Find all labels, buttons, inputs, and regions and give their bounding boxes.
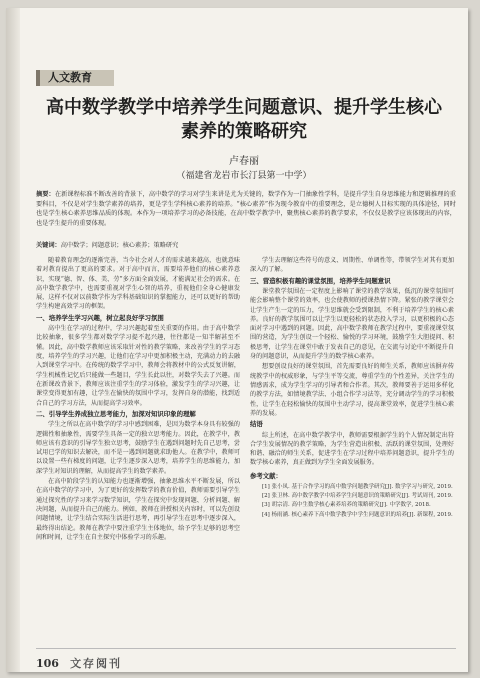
page-footer (36, 652, 123, 670)
body-paragraph: 学生之所以在高中数学的学习中感到困难，是因为数学本身具有较强的逻辑性和抽象性，需要学生具备一定的独立思考能力。因此，在教学中，教师应该有意识的引导学生独立思考，鼓励学生在遇到问题时先自己思考，尝试用已学的知识去解决，而不是一遇到问题就求助他人。在教学中，教师可以设置一些有梯度的问题，让学生逐步深入思考，培养学生的思维能力，加深学生对知识的理解，从而提高学生的数学素养。 (36, 421, 240, 475)
abstract-text: 在新课程标准不断改善的背景下，高中数学的学习对学生来讲是尤为关键的，数学作为一门抽象性学科，是提升学生自身思维能力和逻辑推理的重要科目，不仅是对学生数学素养的培养，更是学生学科核心素养的培养。“核心素养”作为现今教育中的重要理念，是立德树人目标实现的具体途径，同时也是学生核心素养思维品质的体现。本作为一项培养学习的必备技能，在高中数学教学中，聚焦核心素养的教学要求，不仅仅是教学应该体现出的内容，也是学生提升的重要体现。 (36, 191, 456, 227)
journal-page (6, 8, 468, 672)
body-paragraph: 随着教育理念的逐渐完善，当今社会对人才的需求越来越高，也就意味着对教育提出了更高的要求。对于高中而言，需要培养他们的核心素养意识，实现“德、智、体、美、劳”多方面全面发展，才能满足社会的需求。在高中数学教学中，也需要重视对学生心智的培养，重视他们全身心健康发展，这样不仅对以前数学作为学科基础知识的掌握能力，还可以更好的帮助学生构建高效学习的框架。 (36, 257, 240, 311)
body-paragraph: 课堂教学氛围在一定程度上影响了课堂的教学效果，低沉的课堂氛围可能会影响整个课堂的效率，也会使教师的授课热情下降。紧张的教学课堂会让学生产生一定的压力，学生思维就会受到限制，不利于培养学生的核心素养。良好的教学氛围可以让学生以更轻松的状态投入学习，以更积极的心态面对学习中遇到的问题。因此，高中数学教师在教学过程中，要重视课堂氛围的营造，为学生创设一个轻松、愉悦的学习环境，鼓励学生大胆提问、积极思考，让学生在课堂中敢于发表自己的意见，在交流与讨论中不断提升自身的问题意识，从而提升学生的数学核心素养。 (250, 288, 454, 361)
body-paragraph: 高中生在学习的过程中，学习兴趣起着至关重要的作用。由于高中数学比较抽象，很多学生都对数学学习提不起兴趣，往往都是一知半解甚至不懂。因此，高中数学教师应该采取针对性的教学策略，来改善学生的学习态度，培养学生的学习兴趣，让他们在学习中更加积极主动，充满动力的去融入到课堂学习中。在传统的数学学习中，教师会将教材中的公式反复讲解，学生机械性记忆后只能做一些题目，学生长此以往，对数学失去了兴趣。而在新课改背景下，教师应该注重学生的学习体验，激发学生的学习兴趣，让课堂变得更加有趣，让学生在愉快的氛围中学习，发挥自身的潜能，找到适合自己的学习方法，从而提高学习效率。 (36, 325, 240, 407)
page-number: 106 (36, 657, 59, 670)
author-name: 卢春丽 (229, 156, 259, 167)
footer-rule (36, 648, 456, 649)
keywords-text: 高中数学；问题意识；核心素养；策略研究 (60, 242, 179, 249)
body-paragraph: 学生去理解这些符号的意义、周期性、单调性等，带领学生对其有更加深入的了解。 (250, 257, 454, 274)
section-tag: 人文教育 (36, 70, 114, 86)
section-heading: 二、引导学生养成独立思考能力，加深对知识印象的理解 (36, 409, 196, 418)
abstract (36, 190, 456, 228)
title-line-1: 高中数学教学中培养学生问题意识、提升学生核心 (46, 97, 442, 118)
section-heading: 结语 (250, 420, 263, 429)
references-heading: 参考文献： (250, 471, 282, 480)
section-heading: 三、营造积极有趣的课堂氛围，培养学生问题意识 (250, 276, 391, 285)
author-affiliation: （福建省龙岩市长汀县第一中学） (176, 171, 312, 181)
left-column (36, 256, 240, 543)
body-paragraph: 在高中阶段学生的认知能力也逐渐增强，抽象思维水平不断发展，所以在高中数学的学习中，为了更好的发挥数学的教育价值，教师需要引导学生通过探究性的学习来学习数学知识，学生在探究中发现问题、分析问题、解决问题，从而提升自己的能力。例如，教师在讲授相关内容时，可以先创设问题情境，让学生结合实际生活进行思考，再引导学生在思考中逐步深入，最终得出结论。教师在教学中要注重学生主体地位，给予学生足够的思考空间和时间，让学生在自主探究中体验学习的乐趣。 (36, 478, 240, 541)
body-paragraph: 综上所述，在高中数学教学中，教师需要根据学生的个人情况制定出符合学生发展情况的教学策略，为学生营造出积极、活跃的课堂氛围，处理好和谐、融洽的师生关系，促进学生在学习过程中培养问题意识，提升学生的数学核心素养，真正做到为学生全面发展服务。 (250, 431, 454, 467)
abstract-label: 摘要： (36, 191, 55, 198)
reference-item: [2] 张卫林. 高中数学教学中培养学生问题意识的策略研究[J]. 考试周刊, 2019. (262, 493, 453, 500)
keywords (36, 240, 456, 249)
section-heading: 一、培养学生学习兴趣，树立起良好学习氛围 (36, 313, 164, 322)
article-title (34, 96, 454, 144)
body-paragraph: 想要创设良好的课堂氛围，首先需要良好的师生关系，教师应该摒弃传统教学中的权威形象，与学生平等交流，尊重学生的个性差异，关注学生的情感需求，成为学生学习的引导者和合作者。其次，教师要善于运用多样化的教学方法，如情境教学法、小组合作学习法等，充分调动学生的学习积极性，让学生在轻松愉快的氛围中主动学习，提高课堂效率，促进学生核心素养的发展。 (250, 363, 454, 417)
reference-item: [1] 张小凤. 基于合作学习的高中数学问题教学研究[J]. 数学学习与研究, 2019. (262, 484, 453, 491)
title-line-2: 素养的策略研究 (181, 121, 307, 142)
reference-item: [3] 胡宗清. 高中生数学核心素养培养的策略研究[J]. 中学数学, 2018. (262, 502, 431, 509)
page-binding-shadow (6, 8, 20, 672)
journal-name: 文存阅刊 (70, 657, 123, 670)
reference-item: [4] 杨雨涵. 核心素养下高中数学教学中学生问题意识的培养[J]. 新课程, 2019. (262, 511, 453, 518)
right-column (250, 256, 454, 520)
keywords-label: 关键词： (36, 242, 61, 249)
